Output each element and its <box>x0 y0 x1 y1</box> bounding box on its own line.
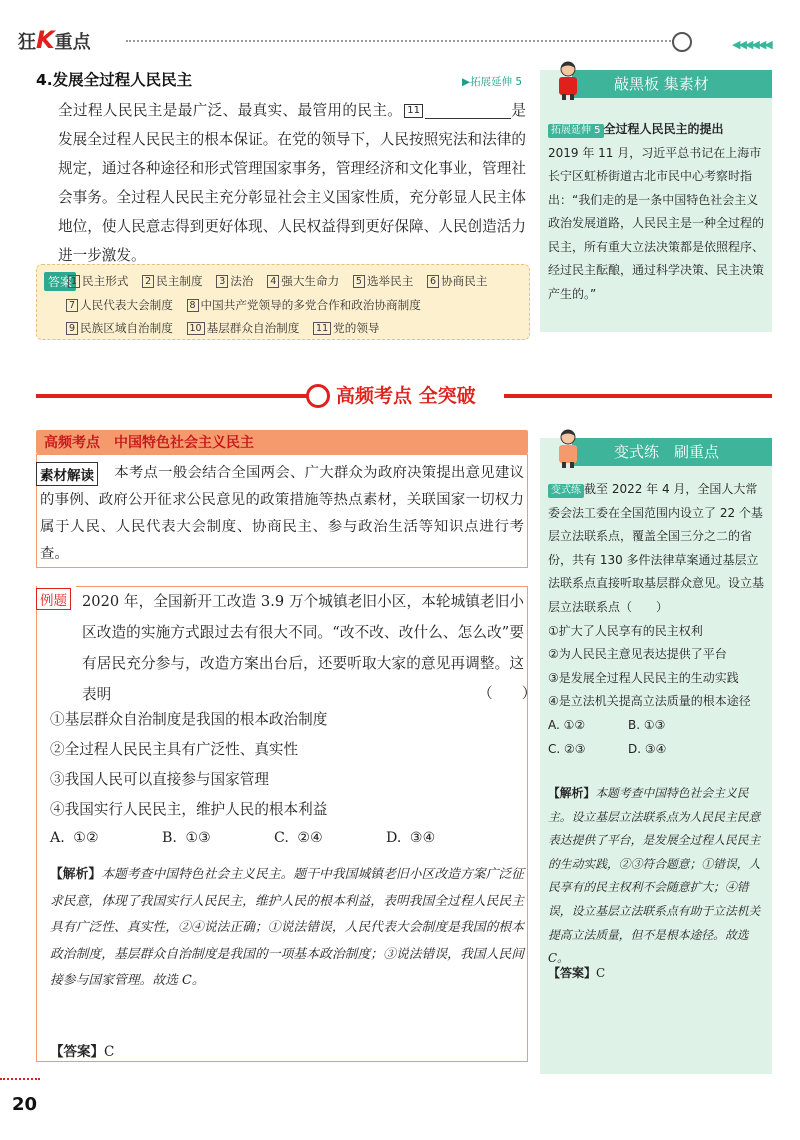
section-body <box>58 96 526 270</box>
answer-text: 民主形式 <box>82 274 129 288</box>
answer-item <box>313 321 379 335</box>
topic-title: 高频考点 中国特色社会主义民主 <box>44 435 254 451</box>
answer-item <box>68 274 128 288</box>
sidebar-heading: 全过程人民民主的提出 <box>603 122 724 136</box>
answer-label: 答案 <box>44 272 76 291</box>
answer-text: 民族区域自治制度 <box>80 321 173 335</box>
answer-number: 1 <box>68 275 80 288</box>
practice-choice-c: C. ②③ <box>548 741 586 756</box>
answer-item <box>66 298 173 312</box>
teacher-icon <box>552 60 584 100</box>
answer-item <box>353 274 413 288</box>
practice-option-1: ①扩大了人民享有的民主权利 <box>548 623 703 638</box>
footer-dots <box>0 1078 40 1080</box>
practice-option-4: ④是立法机关提高立法质量的根本途径 <box>548 694 751 709</box>
answer-text: 协商民主 <box>441 274 488 288</box>
practice-question: 变式练 截至 2022 年 4 月，全国人大常委会法工委在全国范围内设立了 22 个基层立法联系点，覆盖全国三分之二的省份，共有 130 多件法律草案通过基层立法联系点直接听取基层群众意见。设立基层立法联系点（ ） ①扩大了人民享有的民主权利 ②为人民民主意见表达提供了平台 ③是发展全过程人民民主的生动实践 ④是立法机关提高立法质量的根本途径 A. ①② B. ①③ C. ②③ D. ③④ <box>548 478 766 761</box>
header-arrows: ◀◀◀◀◀◀ <box>732 38 771 51</box>
practice-choice-b: B. ①③ <box>628 717 666 732</box>
blank-number: 11 <box>404 104 423 118</box>
page-number: 20 <box>12 1094 38 1115</box>
option-3: ③我国人民可以直接参与国家管理 <box>50 771 269 788</box>
answer-text: 选举民主 <box>366 274 414 288</box>
choice-row <box>50 830 498 846</box>
option-2: ②全过程人民民主具有广泛性、真实性 <box>50 741 299 758</box>
choice-d: D. ③④ <box>386 830 436 846</box>
example-answer: 【答案】C <box>50 1044 115 1060</box>
divider-title: 高频考点 全突破 <box>336 385 476 407</box>
brand-logo: 狂K重点 <box>18 26 91 54</box>
sidebar-header: 敲黑板 集素材 <box>572 70 772 98</box>
extension-tag: ▶拓展延伸 5 <box>462 76 523 88</box>
body-p1-after: 是 <box>511 102 526 119</box>
practice-option-2: ②为人民民主意见表达提供了平台 <box>548 647 727 662</box>
answer-number: 10 <box>187 322 205 335</box>
example-label: 例题 <box>36 588 71 610</box>
answer-item <box>66 321 173 335</box>
sun-icon <box>672 32 692 52</box>
practice-choice-d: D. ③④ <box>628 741 667 756</box>
answer-number: 7 <box>66 299 78 312</box>
example-analysis: 【解析】本题考查中国特色社会主义民主。题干中我国城镇老旧小区改造方案广泛征求民意，体现了我国实行人民民主，维护人民的根本利益，表明我国全过程人民民主具有广泛性、真实性，②④说法正确；①说法错误，人民代表大会制度是我国的根本政治制度，基层群众自治制度是我国的一项基本政治制度；③说法错误，我国人民间接参与国家管理。故选 C。 <box>50 867 525 988</box>
answer-text: 法治 <box>230 274 254 288</box>
choice-c: C. ②④ <box>274 830 323 846</box>
answer-number: 11 <box>313 322 331 335</box>
choice-a: A. ①② <box>50 830 99 846</box>
practice-option-3: ③是发展全过程人民民主的生动实践 <box>548 670 739 685</box>
answer-paren: （ ） <box>478 685 537 702</box>
answer-number: 3 <box>216 275 228 288</box>
practice-choice-a: A. ①② <box>548 717 586 732</box>
answer-number: 6 <box>427 275 439 288</box>
answer-text: 强大生命力 <box>281 274 340 288</box>
header-dotted-line <box>126 40 674 42</box>
practice-label: 变式练 <box>548 484 584 498</box>
choice-b: B. ①③ <box>162 830 211 846</box>
body-p2: 发展全过程人民民主的根本保证。在党的领导下，人民按照宪法和法律的规定，通过各种途径和形式管理国家事务，管理经济和文化事业，管理社会事务。全过程人民民主充分彰显社会主义国家性质，充分彰显人民主体地位，使人民意志得到更好体现、人民权益得到更好保障、人民创造活力进一步激发。 <box>58 131 526 264</box>
answer-number: 8 <box>187 299 199 312</box>
example-question: 2020 年，全国新开工改造 3.9 万个城镇老旧小区，本轮城镇老旧小区改造的实施方式跟过去有很大不同。“改不改、改什么、怎么改”要有居民充分参与，改造方案出台后，还要听取大家的意见再调整。这表明 <box>82 593 524 703</box>
body-p1: 全过程人民民主是最广泛、最真实、最管用的民主。 <box>58 102 403 119</box>
answer-item <box>187 321 300 335</box>
answer-item <box>427 274 487 288</box>
student-icon <box>552 428 584 468</box>
fill-blank <box>425 104 511 119</box>
answer-text: 基层群众自治制度 <box>206 321 300 335</box>
extension-label: 拓展延伸 5 <box>548 124 604 138</box>
practice-analysis: 【解析】本题考查中国特色社会主义民主。设立基层立法联系点为人民民主民意表达提供了平台，是发展全过程人民民主的生动实践，②③符合题意；①错误，人民享有的民主权利不会随意扩大；④错误，设立基层立法联系点有助于立法机关提高立法质量，但不是根本途径。故选 C。 <box>548 786 761 966</box>
answer-number: 4 <box>267 275 279 288</box>
answer-text: 中国共产党领导的多党合作和政治协商制度 <box>200 297 421 312</box>
answer-number: 9 <box>66 322 78 335</box>
answer-item <box>267 274 339 288</box>
answer-item <box>187 298 421 312</box>
answer-list <box>66 270 522 341</box>
option-1: ①基层群众自治制度是我国的根本政治制度 <box>50 711 328 728</box>
answer-text: 民主制度 <box>156 274 203 288</box>
answer-number: 2 <box>142 275 154 288</box>
sidebar-text: 2019 年 11 月，习近平总书记在上海市长宁区虹桥街道古北市民中心考察时指出：“我们走的是一条中国特色社会主义政治发展道路，人民民主是一种全过程的民主，所有重大立法决策都是依照程序、经过民主酝酿，通过科学决策、民主决策产生的。” <box>548 145 765 301</box>
material-label: 素材解读 <box>36 462 98 486</box>
practice-header: 变式练 刷重点 <box>572 438 772 466</box>
option-4: ④我国实行人民民主，维护人民的根本利益 <box>50 801 328 818</box>
answer-number: 5 <box>353 275 365 288</box>
answer-text: 人民代表大会制度 <box>80 297 173 312</box>
answer-item <box>216 274 253 288</box>
section-title: 4.发展全过程人民民主 <box>36 71 193 89</box>
sidebar-content <box>548 118 766 306</box>
answer-text: 党的领导 <box>333 321 380 335</box>
material-text: 本考点一般会结合全国两会、广大群众为政府决策提出意见建议的事例、政府公开征求公民意见的政策措施等热点素材，关联国家一切权力属于人民、人民代表大会制度、协商民主、参与政治生活等知识点进行考查。 <box>40 465 524 562</box>
answer-item <box>142 274 202 288</box>
practice-answer: 【答案】C <box>548 966 606 980</box>
target-icon <box>306 384 330 408</box>
